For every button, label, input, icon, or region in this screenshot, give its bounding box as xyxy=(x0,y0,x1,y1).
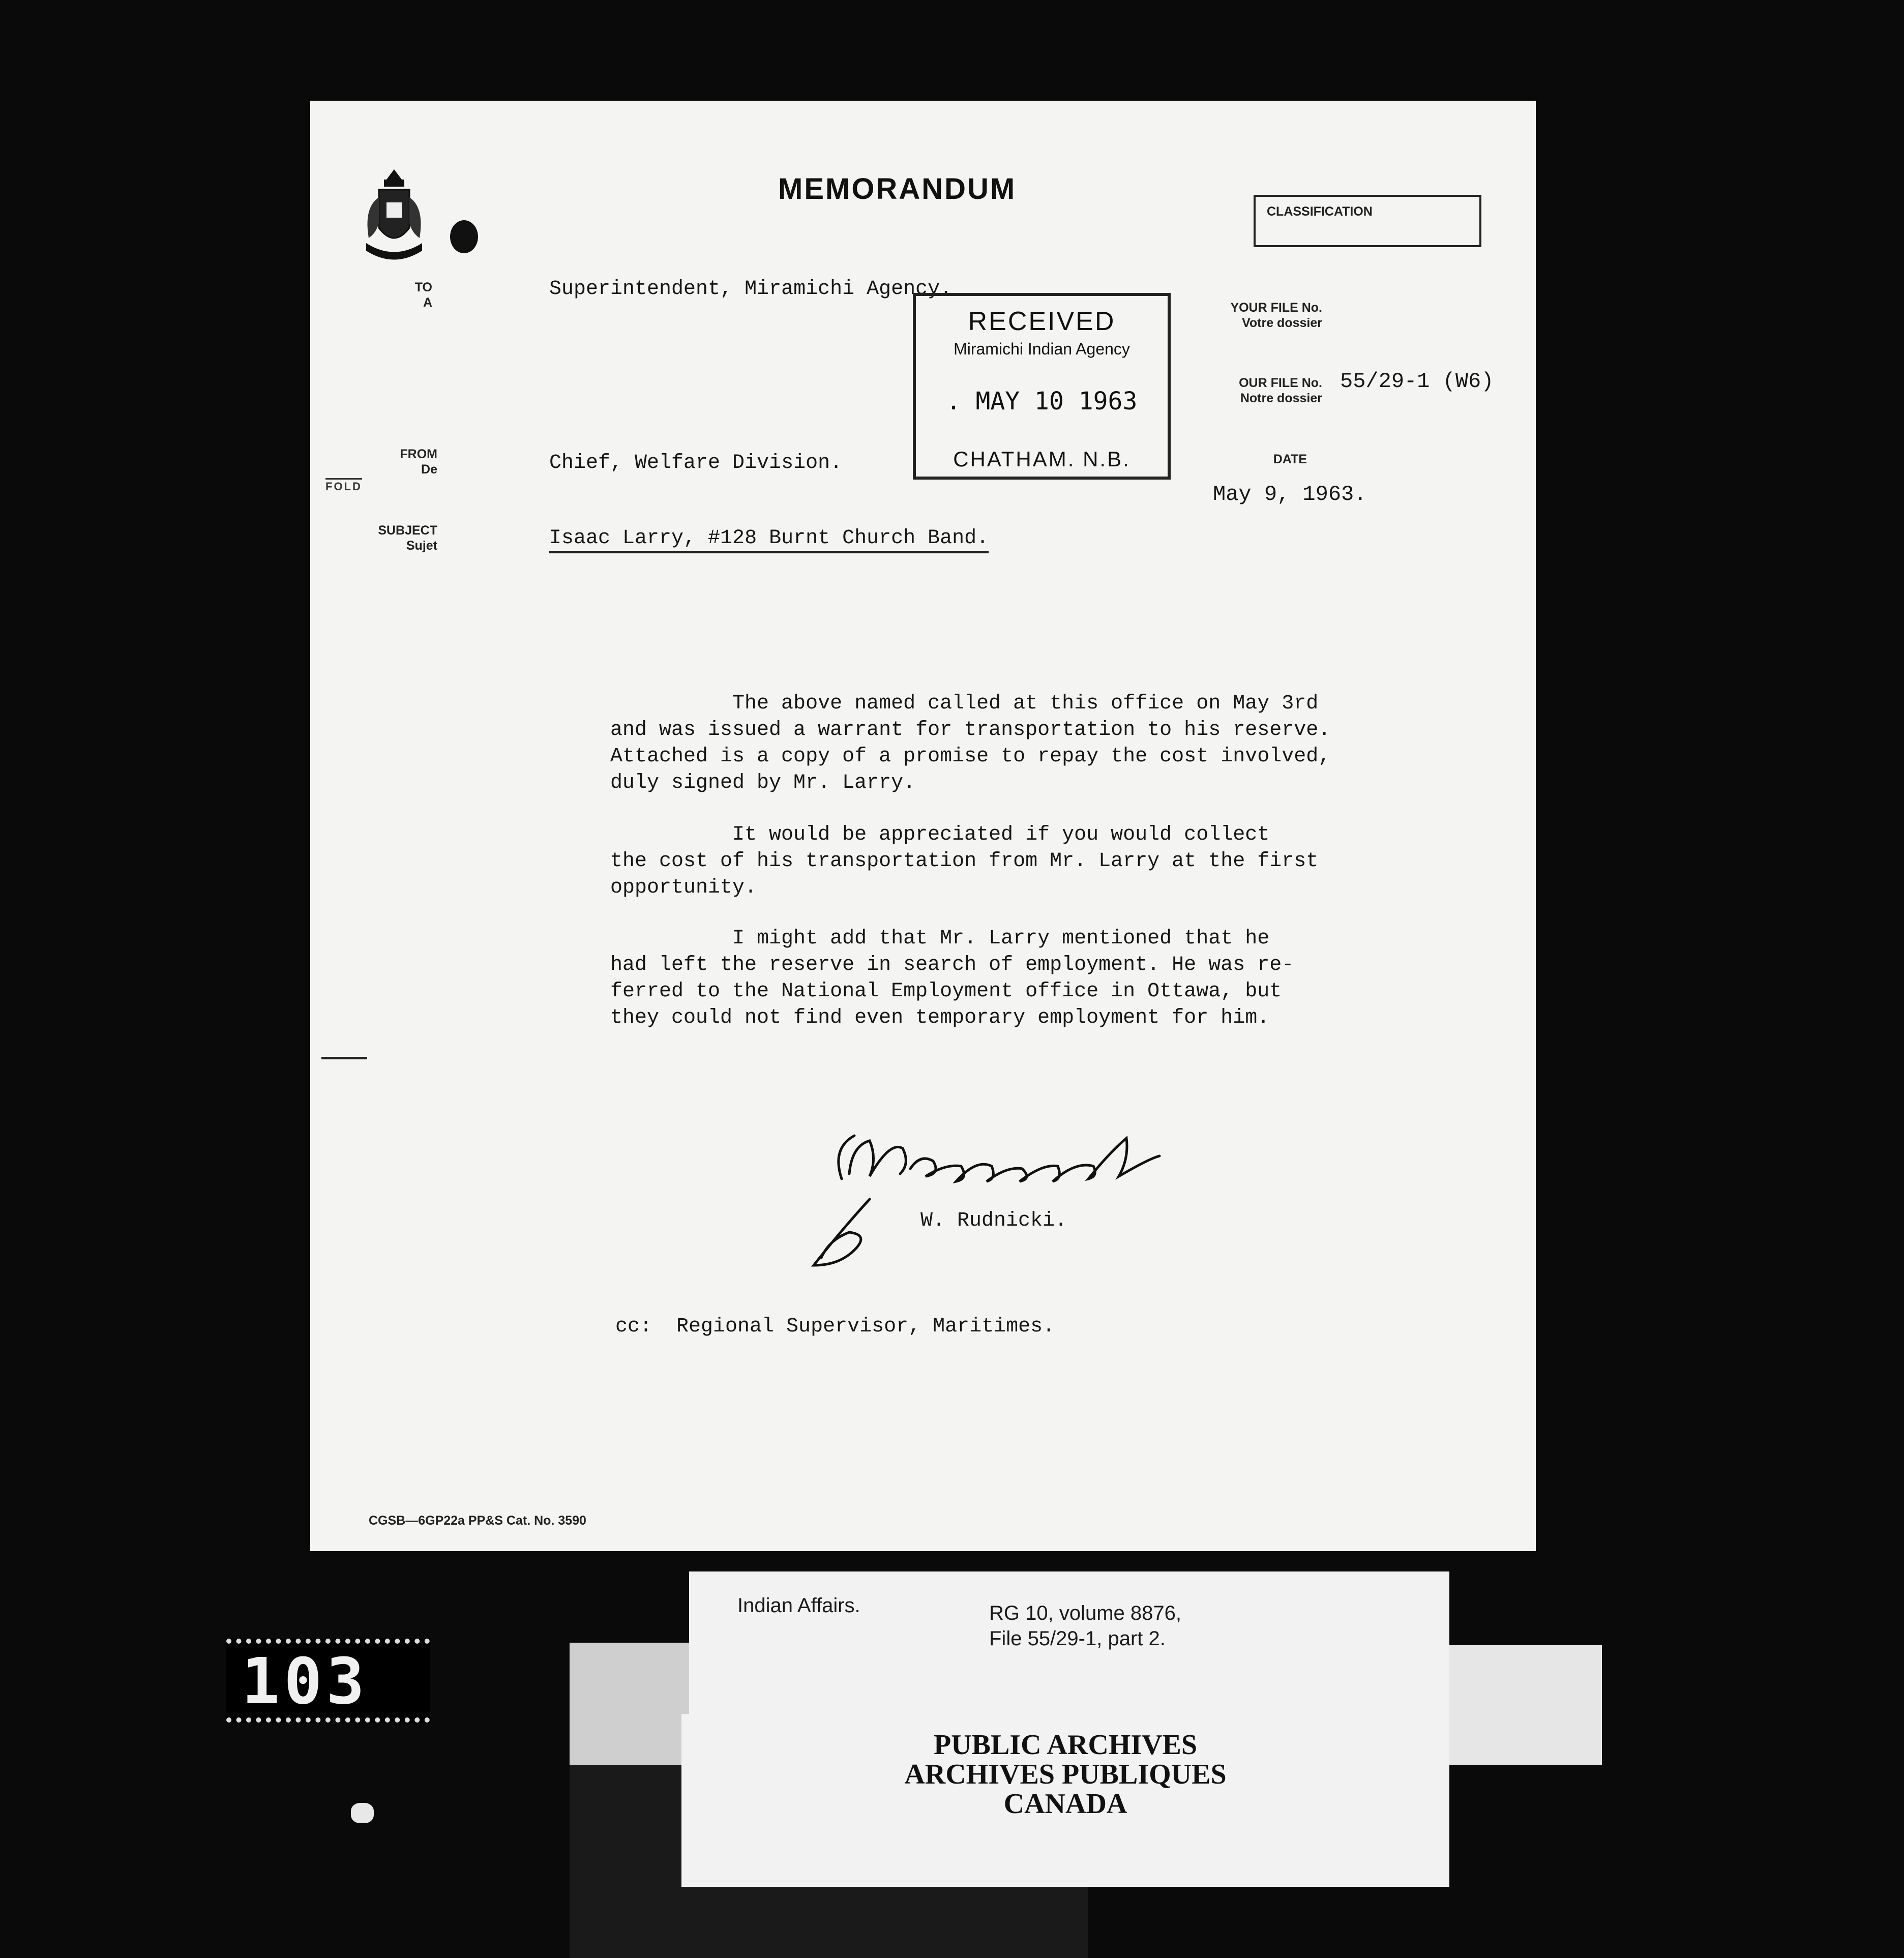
to-label: TO A xyxy=(414,280,432,310)
stamp-date: . MAY 10 1963 xyxy=(946,387,1138,416)
date-value: May 9, 1963. xyxy=(1213,482,1367,507)
to-value: Superintendent, Miramichi Agency. xyxy=(549,278,953,301)
frame-number-text: 103 xyxy=(242,1645,369,1718)
signatory-name: W. Rudnicki. xyxy=(920,1209,1067,1232)
film-frame-number xyxy=(226,1639,430,1723)
received-stamp xyxy=(913,293,1171,480)
archives-name-en: PUBLIC ARCHIVES xyxy=(933,1729,1198,1761)
body-paragraph-2: It would be appreciated if you would collect the cost of his transportation from Mr. Larry at the first opportunity. xyxy=(610,823,1319,899)
archives-name-fr: ARCHIVES PUBLIQUES xyxy=(904,1759,1227,1790)
margin-mark xyxy=(321,1057,367,1059)
reference-line-2: File 55/29-1, part 2. xyxy=(989,1627,1166,1650)
stamp-agency: Miramichi Indian Agency xyxy=(954,340,1130,358)
body-paragraph-1: The above named called at this office on May 3rd and was issued a warrant for transportation to his reserve. Attached is a copy of a promise to repay the cost involved, duly signed by Mr. Larry. xyxy=(610,692,1331,794)
subject-value: Isaac Larry, #128 Burnt Church Band. xyxy=(549,527,989,553)
archives-card xyxy=(681,1714,1449,1887)
punch-hole-mark xyxy=(450,220,478,253)
stamp-received: RECEIVED xyxy=(968,307,1116,336)
film-speck xyxy=(351,1803,374,1823)
from-label: FROM De xyxy=(400,447,437,477)
date-label: DATE xyxy=(1273,452,1307,466)
handwritten-signature xyxy=(793,1118,1200,1275)
classification-label: CLASSIFICATION xyxy=(1267,204,1373,219)
subject-label: SUBJECT Sujet xyxy=(378,523,437,553)
memo-title: MEMORANDUM xyxy=(778,172,1017,205)
from-value: Chief, Welfare Division. xyxy=(549,452,843,474)
reference-line-1: RG 10, volume 8876, xyxy=(989,1602,1181,1624)
classification-box xyxy=(1254,195,1481,247)
stamp-place: CHATHAM. N.B. xyxy=(953,447,1130,471)
memo-page xyxy=(310,101,1536,1551)
department-name: Indian Affairs. xyxy=(737,1594,860,1617)
reference-card xyxy=(689,1571,1449,1716)
our-file-label: OUR FILE No. Notre dossier xyxy=(1239,376,1322,405)
label-right-tab xyxy=(1449,1645,1602,1765)
your-file-label: YOUR FILE No. Votre dossier xyxy=(1230,301,1322,330)
fold-marker: FOLD xyxy=(325,478,362,493)
coat-of-arms-icon xyxy=(356,167,432,269)
body-paragraph-3: I might add that Mr. Larry mentioned that he had left the reserve in search of employment. He was re- ferred to the National Employment office in Ottawa, but they could not find even temporary employment for him. xyxy=(610,927,1294,1029)
our-file-value: 55/29-1 (W6) xyxy=(1340,369,1494,394)
cc-line: cc: Regional Supervisor, Maritimes. xyxy=(615,1315,1055,1338)
label-left-tab xyxy=(570,1643,689,1765)
form-number: CGSB—6GP22a PP&S Cat. No. 3590 xyxy=(369,1514,586,1528)
archives-country: CANADA xyxy=(1003,1788,1127,1820)
